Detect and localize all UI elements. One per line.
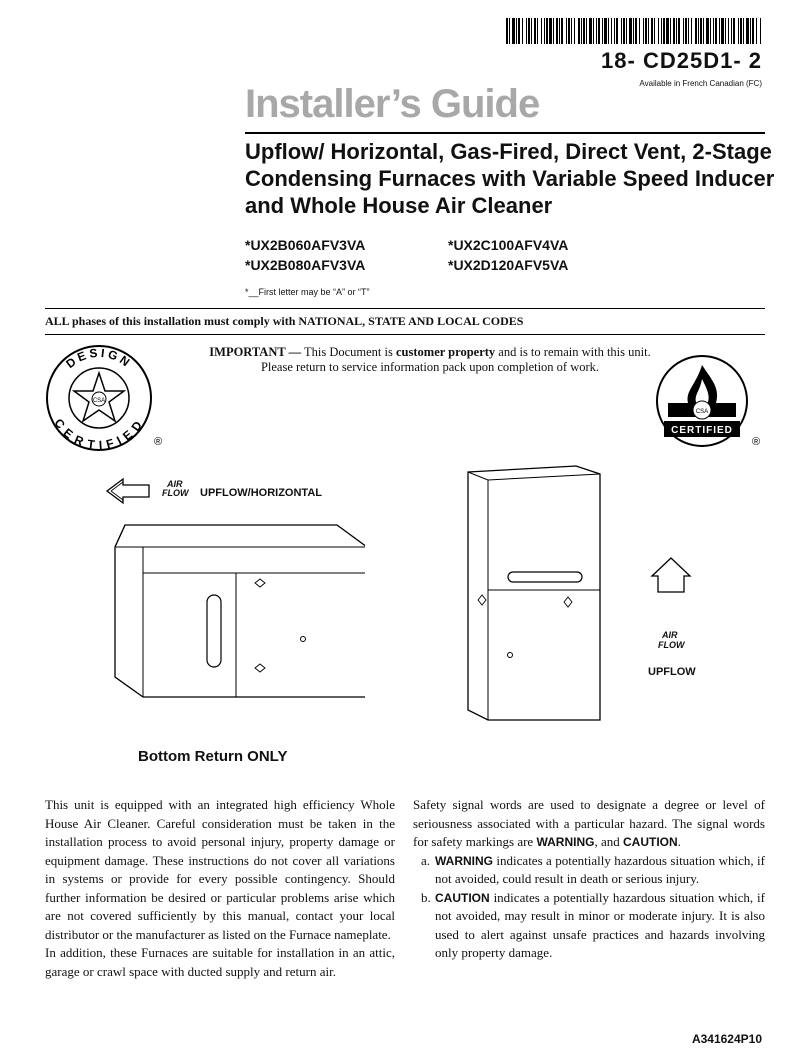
logo-design-text: DESIGN [63,345,135,371]
horizontal-furnace-illustration [105,475,365,715]
codes-notice: ALL phases of this installation must comply with NATIONAL, STATE AND LOCAL CODES [45,314,524,328]
product-title: Upflow/ Horizontal, Gas-Fired, Direct Vent, 2-Stage Condensing Furnaces with Variable Speed Inducer and Whole House Air Cleaner [245,139,775,218]
signal-words-paragraph [413,796,765,852]
upflow-label: UPFLOW [648,666,696,678]
model-number: *UX2D120AFV5VA [448,257,569,273]
design-certified-logo [44,343,168,453]
bottom-return-label: Bottom Return ONLY [138,748,288,765]
model-number: *UX2C100AFV4VA [448,237,569,253]
logo-certified-text: CERTIFIED [671,425,733,436]
installation-paragraph: In addition, these Furnaces are suitable for installation in an attic, garage or crawl space with ducted supply and return air. [45,945,395,979]
csa-mark: CSA [92,398,106,404]
airflow-label [162,480,189,498]
paragraph-text: Safety signal words are used to designate a degree or level of seriousness associated with a particular hazard. The signal words for safety markings are [413,797,765,849]
list-item-text: indicates a potentially hazardous situation which, if not avoided, may result in minor or moderate injury. It is also used to alert against unsafe practices and hazards involving only property damage. [435,889,765,960]
upflow-furnace-illustration [458,462,698,724]
model-number: *UX2B060AFV3VA [245,237,366,253]
model-column-right [448,235,568,275]
divider [45,308,765,309]
warning-word: WARNING [435,853,493,868]
flow-label: FLOW [658,640,685,650]
paragraph-text: , and [594,834,623,849]
intro-paragraph: This unit is equipped with an integrated high efficiency Whole House Air Cleaner. Careful consideration must be taken in the installation process to avoid personal injury, property damage or equipment damage. These instructions do not cover all variations in systems or provide for every possible contingency. Should further information be desired or particular problems arise which are not covered sufficiently by this manual, contact your local distributor or the manufacturer as listed on the Furnace nameplate. [45,797,395,942]
important-text: and is to remain with this unit. [495,345,651,359]
list-item [413,852,765,889]
important-notice [130,345,730,375]
list-marker: a. [421,852,431,868]
upflow-horizontal-label: UPFLOW/HORIZONTAL [200,487,322,499]
paragraph-text: . [677,834,681,849]
caution-word: CAUTION [622,835,678,849]
svg-text:DESIGN [63,346,134,371]
important-line-2: Please return to service information pack upon completion of work. [260,360,600,374]
body-left-column [45,796,395,981]
csa-mark: CSA [695,409,709,415]
body-right-column [413,796,765,963]
signal-word-list [413,852,765,963]
left-airflow-arrow-icon [107,479,149,503]
barcode [506,18,762,44]
model-column-left [245,235,365,275]
list-item-text: indicates a potentially hazardous situation which, if not avoided, could result in death or serious injury. [435,852,765,886]
registered-mark: ® [154,436,163,448]
air-label: AIR [167,479,183,489]
certified-flame-logo [654,355,766,450]
svg-text:CERTIFIED [51,416,146,452]
title-rule [245,132,765,134]
divider [45,334,765,335]
airflow-label [658,630,685,650]
french-availability-note: Available in French Canadian (FC) [639,79,762,88]
warning-word: WARNING [536,835,595,849]
customer-property-emphasis: customer property [396,345,496,359]
flow-label: FLOW [162,488,189,498]
logo-certified-text: CERTIFIED [51,416,147,453]
list-item [413,889,765,963]
guide-title: Installer’s Guide [245,82,540,126]
model-note: *__First letter may be “A” or “T” [245,287,370,297]
part-number: A341624P10 [691,1032,762,1046]
star-icon [74,373,124,421]
document-number: 18- CD25D1- 2 [601,48,762,73]
list-marker: b. [421,889,431,905]
important-label: IMPORTANT — [209,345,302,359]
model-number: *UX2B080AFV3VA [245,257,366,273]
air-label: AIR [662,630,678,640]
registered-mark: ® [752,436,761,448]
important-text: This Document is [301,345,396,359]
caution-word: CAUTION [435,890,490,905]
